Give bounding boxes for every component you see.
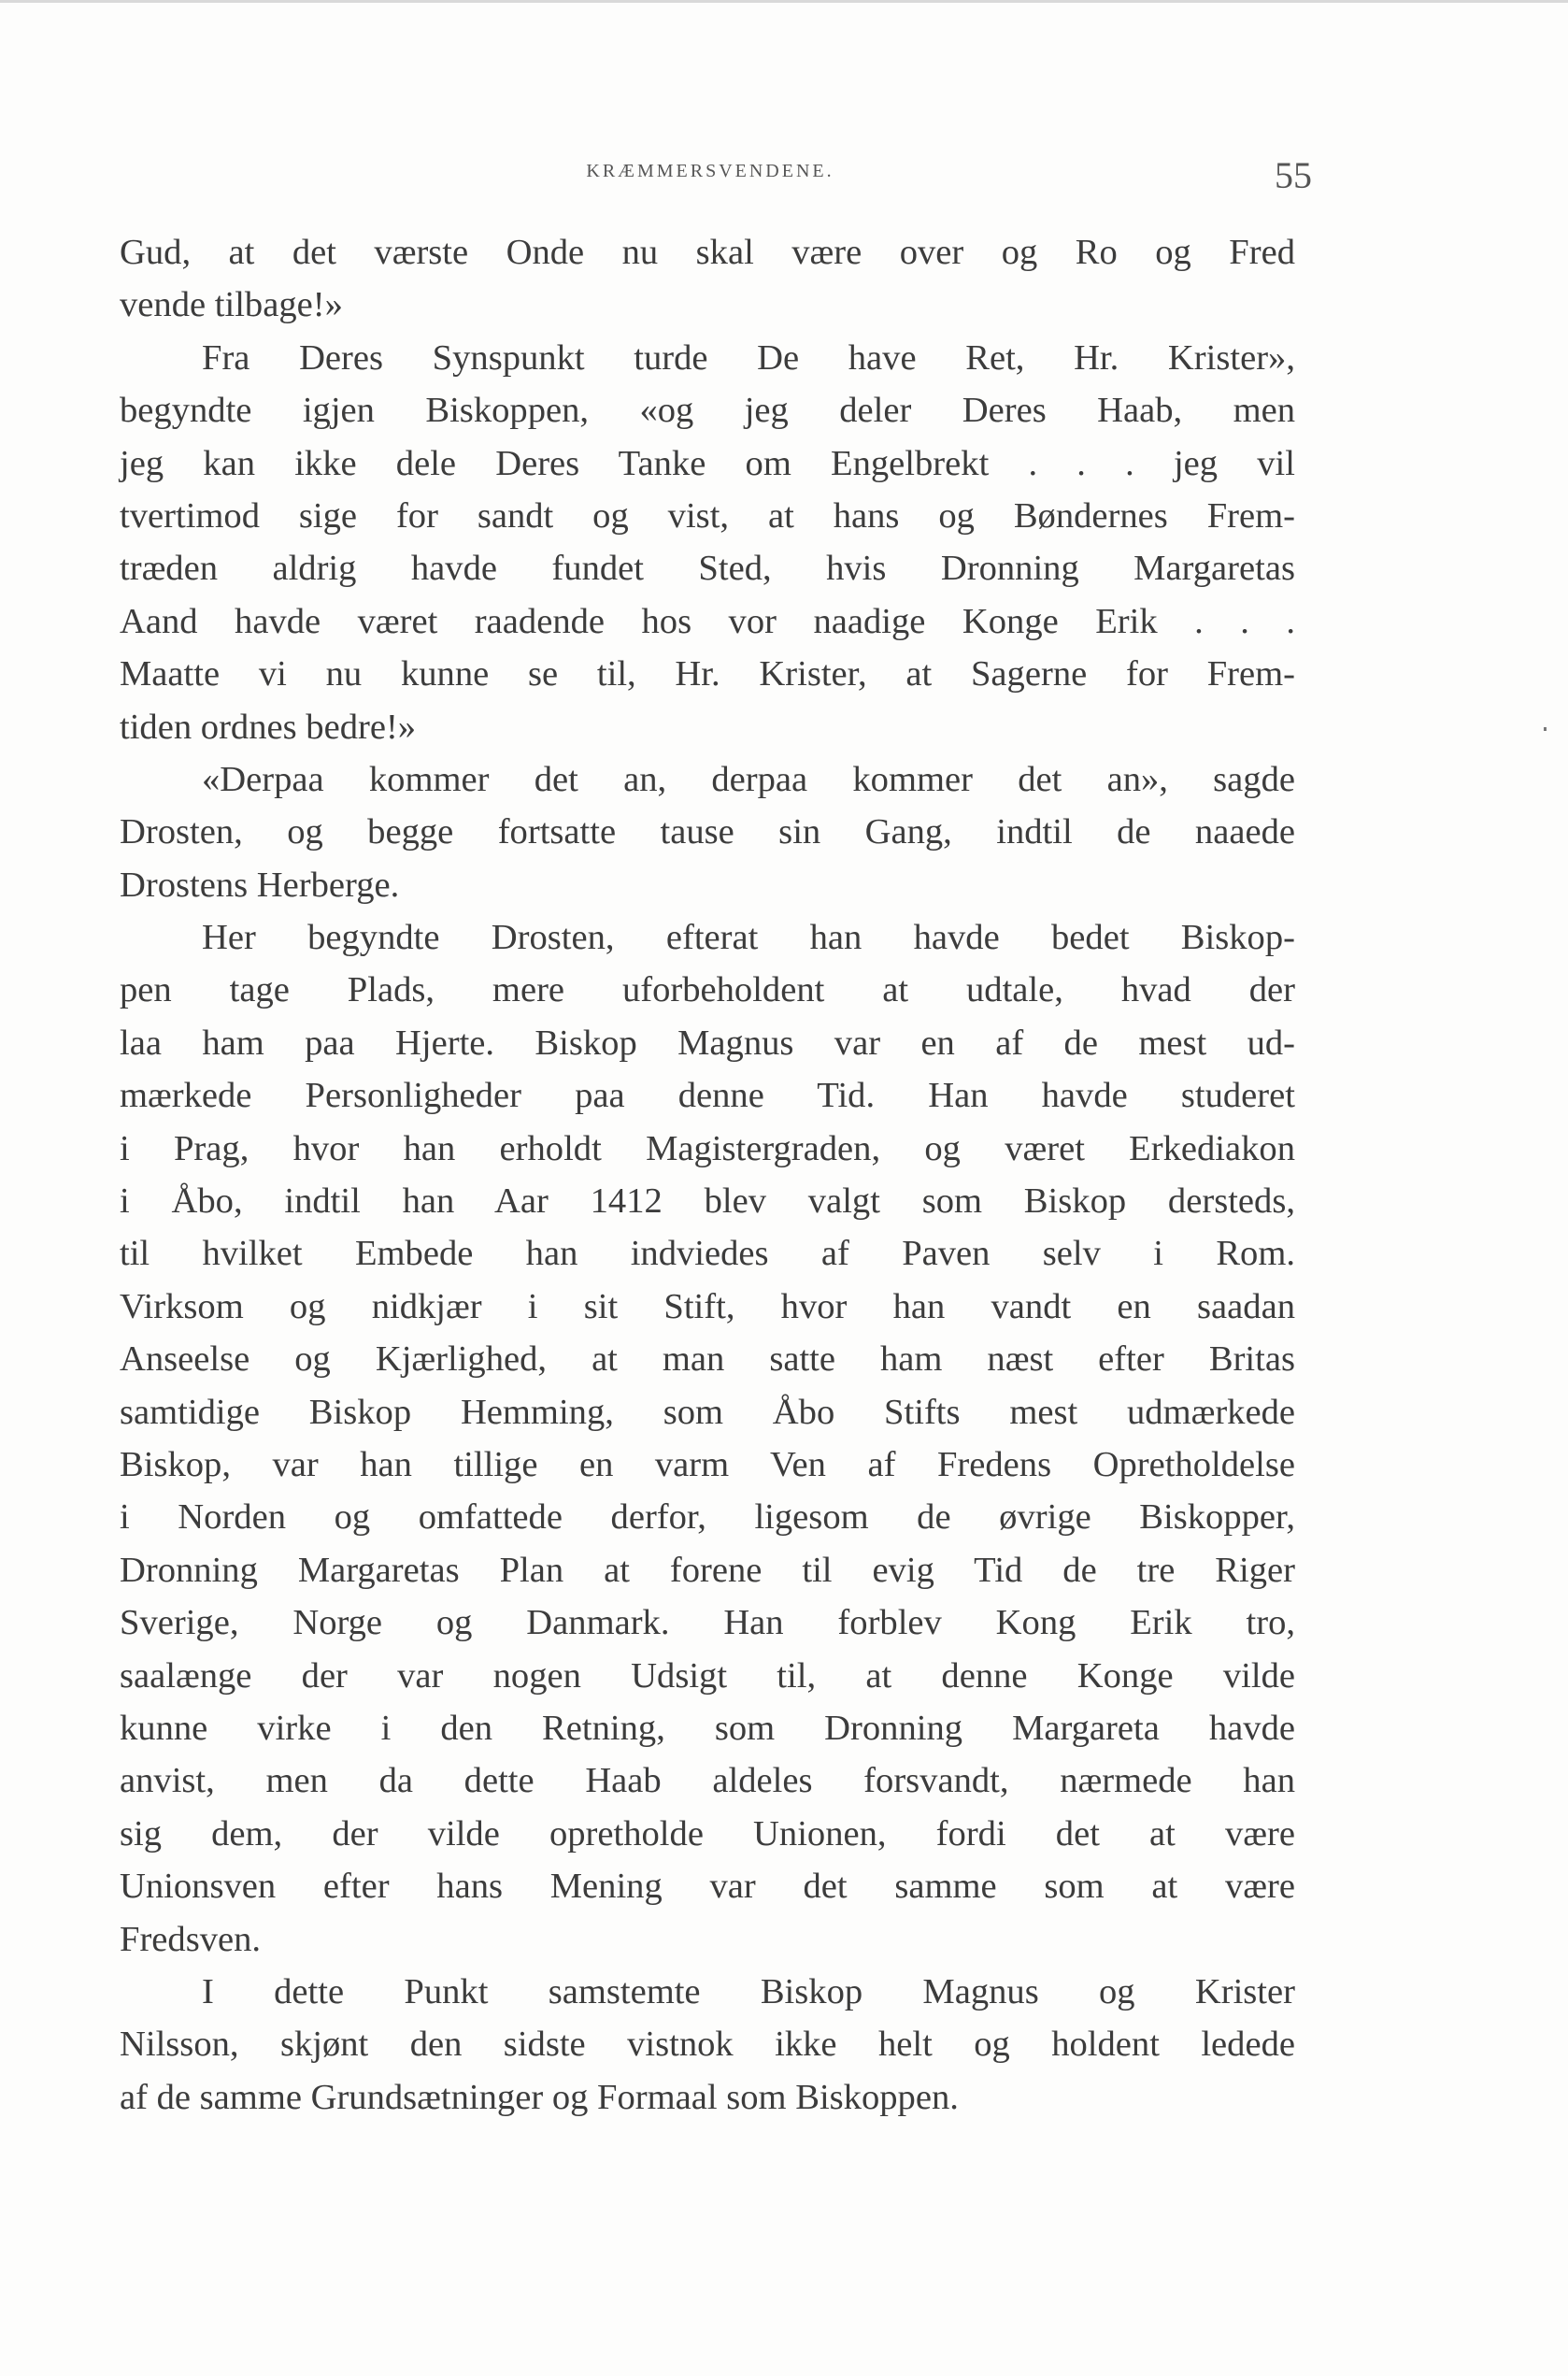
- body-text: [120, 226, 1295, 2124]
- text-line: pen tage Plads, mere uforbeholdent at udtale, hvad der: [120, 970, 1295, 1010]
- running-head: [121, 154, 1312, 198]
- text-line: tvertimod sige for sandt og vist, at hans og Bøndernes Frem-: [120, 495, 1295, 536]
- text-line: I dette Punkt samstemte Biskop Magnus og Krister: [202, 1971, 1295, 2011]
- text-line: samtidige Biskop Hemming, som Åbo Stifts mest udmærkede: [120, 1392, 1295, 1432]
- text-line: begyndte igjen Biskoppen, «og jeg deler Deres Haab, men: [120, 391, 1295, 431]
- text-line: af de samme Grundsætninger og Formaal som Biskoppen.: [120, 2077, 959, 2117]
- text-line: tiden ordnes bedre!»: [120, 707, 417, 747]
- paragraph: [120, 753, 1295, 911]
- paragraph: [120, 226, 1295, 332]
- text-line: til hvilket Embede han indviedes af Paven selv i Rom.: [120, 1234, 1295, 1274]
- text-line: vende tilbage!»: [120, 285, 343, 325]
- running-title: KRÆMMERSVENDENE.: [586, 161, 834, 181]
- text-line: sig dem, der vilde opretholde Unionen, fordi det at være: [120, 1813, 1295, 1854]
- text-line: Dronning Margaretas Plan at forene til evig Tid de tre Riger: [120, 1550, 1295, 1590]
- paragraph: [120, 332, 1295, 753]
- text-line: i Prag, hvor han erholdt Magistergraden, og været Erkediakon: [120, 1128, 1295, 1168]
- text-line: i Norden og omfattede derfor, ligesom de øvrige Biskopper,: [120, 1497, 1295, 1538]
- edge-speck: [1544, 727, 1547, 731]
- text-line: jeg kan ikke dele Deres Tanke om Engelbrekt . . . jeg vil: [120, 443, 1295, 483]
- text-line: saalænge der var nogen Udsigt til, at denne Konge vilde: [120, 1655, 1295, 1696]
- text-line: Maatte vi nu kunne se til, Hr. Krister, at Sagerne for Frem-: [120, 654, 1295, 694]
- text-line: Drostens Herberge.: [120, 865, 400, 905]
- text-line: Sverige, Norge og Danmark. Han forblev Kong Erik tro,: [120, 1603, 1295, 1643]
- text-line: anvist, men da dette Haab aldeles forsvandt, nærmede han: [120, 1761, 1295, 1801]
- text-line: Biskop, var han tillige en varm Ven af Fredens Opretholdelse: [120, 1444, 1295, 1484]
- text-line: Fra Deres Synspunkt turde De have Ret, Hr. Krister»,: [202, 337, 1295, 378]
- text-line: kunne virke i den Retning, som Dronning Margareta havde: [120, 1708, 1295, 1748]
- page-number: 55: [1275, 154, 1312, 196]
- text-line: Gud, at det værste Onde nu skal være over og Ro og Fred: [120, 233, 1295, 272]
- text-line: træden aldrig havde fundet Sted, hvis Dronning Margaretas: [120, 549, 1295, 589]
- top-edge-rule: [0, 0, 1568, 3]
- text-line: «Derpaa kommer det an, derpaa kommer det an», sagde: [202, 759, 1295, 799]
- text-line: Her begyndte Drosten, efterat han havde bedet Biskop-: [202, 918, 1295, 958]
- text-line: Fredsven.: [120, 1919, 262, 1959]
- text-line: Nilsson, skjønt den sidste vistnok ikke helt og holdent ledede: [120, 2025, 1295, 2065]
- text-line: Aand havde været raadende hos vor naadige Konge Erik . . .: [120, 601, 1295, 641]
- text-line: Anseelse og Kjærlighed, at man satte ham næst efter Britas: [120, 1339, 1295, 1380]
- text-line: Drosten, og begge fortsatte tause sin Gang, indtil de naaede: [120, 812, 1295, 852]
- text-line: Virksom og nidkjær i sit Stift, hvor han vandt en saadan: [120, 1286, 1295, 1326]
- text-line: laa ham paa Hjerte. Biskop Magnus var en af de mest ud-: [120, 1023, 1295, 1063]
- paragraph: [120, 1966, 1295, 2124]
- text-line: i Åbo, indtil han Aar 1412 blev valgt som Biskop dersteds,: [120, 1181, 1295, 1222]
- text-line: Unionsven efter hans Mening var det samme som at være: [120, 1867, 1295, 1907]
- paragraph: [120, 911, 1295, 1966]
- text-line: mærkede Personligheder paa denne Tid. Han havde studeret: [120, 1076, 1295, 1116]
